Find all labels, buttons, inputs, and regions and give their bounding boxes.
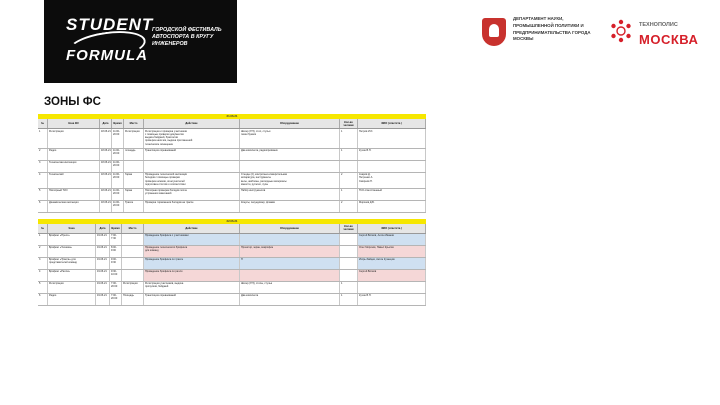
place-cell: Площадь [122, 294, 144, 305]
equipment-cell-line: Шатер (3*3), столы, стулья [241, 282, 273, 286]
action-cell [144, 189, 240, 200]
responsible-cell-line: Петренко А. [359, 176, 373, 180]
count-cell: 1 [340, 149, 358, 160]
action-cell [144, 173, 240, 188]
equipment-cell-line: Конусы, секундомер, флажки [241, 201, 276, 205]
equipment-cell [240, 282, 340, 293]
row-number: 5 [38, 189, 48, 200]
responsible-cell [358, 173, 426, 188]
time-cell: 9:30-10:00 [110, 270, 122, 281]
date-cell: 19.06.21 [96, 282, 110, 293]
technopolis-label: ТЕХНОПОЛИС [639, 22, 678, 28]
action-cell [144, 129, 240, 148]
action-cell [144, 201, 240, 212]
row-number: 5 [38, 282, 48, 293]
date-cell: 19.06.21 [96, 270, 110, 281]
logo-student: STUDENT [66, 15, 154, 34]
action-cell-line: техническое оснащение [145, 142, 174, 146]
date-cell: 18.06.21 [100, 201, 112, 212]
action-cell [144, 161, 240, 172]
time-cell: 7:00-20:00 [110, 294, 122, 305]
moscow-label: МОСКВА [639, 32, 699, 47]
responsible-cell: ТКО ответственный [358, 189, 426, 200]
column-header: Кол-во человек [340, 224, 358, 233]
zone-cell: Повторный ТКО [48, 189, 100, 200]
column-header: Оборудование [240, 119, 340, 128]
zone-cell: Технический [48, 173, 100, 188]
time-cell: 7:00-20:00 [110, 282, 122, 293]
zone-cell: Брифинг «Пресс» [48, 234, 96, 245]
table-row [38, 294, 426, 306]
section2-body [38, 234, 426, 306]
action-cell-line: Проверка торможения болидов на трассе [145, 201, 194, 205]
section2-title: 22.06.21 [38, 219, 426, 224]
zone-cell: Брифинг «Ралли» [48, 270, 96, 281]
action-cell-line: Проведение брифинга с участниками [145, 234, 189, 238]
count-cell: 2 [340, 173, 358, 188]
equipment-cell-line: Проектор, экран, микрофон [241, 246, 274, 250]
responsible-cell: Игорь Зайцев, Антон Кузнецов [358, 258, 426, 269]
time-cell: 11:00-20:00 [112, 201, 124, 212]
row-number: 1 [38, 129, 48, 148]
time-cell: 11:00-20:00 [112, 161, 124, 172]
equipment-cell [240, 201, 340, 212]
place-cell: Регистрация [124, 129, 144, 148]
responsible-cell: Сергей Волков [358, 270, 426, 281]
date-cell: 18.06.21 [100, 149, 112, 160]
responsible-cell: Кучин В.Н. [358, 294, 426, 305]
equipment-cell-line: Два комплекта, радиоприёмник [241, 149, 278, 152]
section1-header-row [38, 119, 426, 129]
action-cell [144, 294, 240, 305]
date-cell: 19.06.21 [96, 234, 110, 245]
column-header: Зона ФС [48, 119, 100, 128]
action-cell-line: Трансляция соревнований [145, 294, 176, 298]
equipment-cell [240, 270, 340, 281]
time-cell: 7:00-7:30 [110, 234, 122, 245]
time-cell: 11:00-20:00 [112, 149, 124, 160]
count-cell [340, 234, 358, 245]
zone-cell: Техническая инспекция [48, 161, 100, 172]
row-number: 6 [38, 294, 48, 305]
technopolis-star-icon [608, 18, 634, 44]
column-header: Оборудование [240, 224, 340, 233]
column-header: Время [112, 119, 124, 128]
column-header: Зона [48, 224, 96, 233]
place-cell [122, 258, 144, 269]
action-cell-line: Регистрация и проверка участников [145, 129, 187, 133]
time-cell: 11:00-20:00 [112, 173, 124, 188]
moscow-shield-icon [482, 18, 506, 46]
row-number: 4 [38, 270, 48, 281]
technopolis-logo [608, 18, 698, 52]
equipment-cell-line: весы, шаблоны, расходные материалы [241, 179, 287, 183]
table-row [38, 258, 426, 270]
count-cell: 2 [340, 201, 358, 212]
table-row [38, 173, 426, 189]
place-cell [122, 270, 144, 281]
section1-title: 21.06.21 [38, 114, 426, 119]
equipment-cell-line: Стенды (2), контрольно-измерительная [241, 173, 287, 176]
place-cell [122, 234, 144, 245]
table-row [38, 234, 426, 246]
equipment-cell [240, 129, 340, 148]
equipment-cell [240, 234, 340, 245]
action-cell-line: выдача бейджей, браслетов [145, 136, 178, 140]
time-cell: 11:00-20:00 [112, 129, 124, 148]
column-header: Место [124, 119, 144, 128]
action-cell-line: устранения замечаний [145, 192, 172, 196]
equipment-cell [240, 294, 340, 305]
table-row [38, 246, 426, 258]
table-row [38, 201, 426, 213]
logo-formula: FORMULA [66, 47, 148, 64]
table-row [38, 270, 426, 282]
date-cell: 18.06.21 [100, 173, 112, 188]
place-cell [122, 246, 144, 257]
responsible-cell [358, 282, 426, 293]
equipment-cell-line: Шатер (3*3), стол, стулья [241, 129, 271, 133]
row-number: 2 [38, 149, 48, 160]
table-row [38, 161, 426, 173]
row-number: 4 [38, 173, 48, 188]
section2-header-row [38, 224, 426, 234]
action-cell [144, 258, 240, 269]
event-banner [44, 0, 237, 83]
count-cell: 1 [340, 189, 358, 200]
time-cell: 8:00-9:00 [110, 246, 122, 257]
place-cell: Регистрация [122, 282, 144, 293]
column-header: Время [110, 224, 122, 233]
action-cell-line: Проведение технической инспекции [145, 173, 188, 176]
responsible-cell: Морозов Д.В. [358, 201, 426, 212]
zone-cell: Регистрация [48, 282, 96, 293]
equipment-cell-line: аппаратура, инструменты [241, 176, 271, 180]
zone-cell: Брифинг «Техника» [48, 246, 96, 257]
responsible-cell: Сергей Волков, Антон Иванов [358, 234, 426, 245]
equipment-cell-line: ёмкости, рулетки, лупы [241, 182, 269, 186]
action-cell-line: пропусков, бейджей [145, 285, 169, 289]
zone-cell: Радио [48, 294, 96, 305]
zone-cell: Брифинг «Трасса» для представителей команд [48, 258, 96, 269]
column-header: Дата [96, 224, 110, 233]
row-number: 2 [38, 246, 48, 257]
table-row [38, 189, 426, 201]
column-header: Действие [144, 224, 240, 233]
table-row [38, 129, 426, 149]
column-header: Дата [100, 119, 112, 128]
responsible-cell: Олег Морозов, Павел Крылов [358, 246, 426, 257]
responsible-cell-line: Азаров Д. [359, 173, 371, 176]
count-cell: 1 [340, 129, 358, 148]
action-cell-line: проверка наличия, выдача приглашений [145, 139, 193, 143]
table-row [38, 282, 426, 294]
place-cell: Гараж [124, 189, 144, 200]
date-cell: 19.06.21 [96, 258, 110, 269]
action-cell-line: Регистрация участников, выдача [145, 282, 184, 286]
responsible-cell: Кучин В.Н. [358, 149, 426, 160]
place-cell: площадь [124, 149, 144, 160]
date-cell: 18.06.21 [100, 129, 112, 148]
equipment-cell [240, 149, 340, 160]
action-cell-line: для команд [145, 249, 159, 253]
column-header: Кол-во человек [340, 119, 358, 128]
equipment-cell [240, 258, 340, 269]
count-cell [340, 270, 358, 281]
equipment-cell-line: Н [241, 258, 243, 262]
count-cell: 1 [340, 282, 358, 293]
zone-cell: Радио [48, 149, 100, 160]
equipment-cell-line: Два комплекта [241, 294, 259, 298]
responsible-cell: Петров И.И. [358, 129, 426, 148]
table-row [38, 149, 426, 161]
section1-body [38, 129, 426, 213]
equipment-cell [240, 246, 340, 257]
equipment-cell [240, 189, 340, 200]
place-cell: Трасса [124, 201, 144, 212]
date-cell: 18.06.21 [100, 189, 112, 200]
equipment-cell [240, 173, 340, 188]
place-cell [124, 161, 144, 172]
time-cell: 9:00-9:30 [110, 258, 122, 269]
action-cell-line: проверка шлемов, огнетушителей [145, 179, 185, 183]
festival-text: ГОРОДСКОЙ ФЕСТИВАЛЬ АВТОСПОРТА В КРУГУ ИНЖЕНЕРОВ [152, 27, 222, 47]
action-cell [144, 246, 240, 257]
action-cell-line: Проведение брифинга по трассе [145, 258, 184, 262]
action-cell-line: с помощью проверки документов [145, 132, 184, 136]
row-number: 1 [38, 234, 48, 245]
count-cell: 1 [340, 294, 358, 305]
column-header: ФИО (ответств.) [358, 119, 426, 128]
action-cell [144, 270, 240, 281]
action-cell-line: Проведение брифинга по ралли [145, 270, 183, 274]
count-cell [340, 161, 358, 172]
equipment-cell [240, 161, 340, 172]
department-logo [482, 16, 592, 50]
action-cell [144, 282, 240, 293]
count-cell [340, 246, 358, 257]
action-cell-line: Трансляция соревнований [145, 149, 176, 152]
action-cell [144, 234, 240, 245]
equipment-cell-line: пачки бумаги [241, 132, 257, 136]
action-cell-line: Повторная проверка болидов после [145, 189, 187, 193]
action-cell-line: подготовка отчётов о соответствии [145, 182, 186, 186]
date-cell: 18.06.21 [100, 161, 112, 172]
column-header: ФИО (ответств.) [358, 224, 426, 233]
column-header: № [38, 224, 48, 233]
column-header: № [38, 119, 48, 128]
column-header: Место [122, 224, 144, 233]
responsible-cell-line: Смирнов Н. [359, 179, 373, 183]
schedule-spreadsheet [38, 114, 426, 306]
action-cell-line: Проведение технического брифинга [145, 246, 188, 250]
date-cell: 19.06.21 [96, 246, 110, 257]
time-cell: 11:00-20:00 [112, 189, 124, 200]
place-cell: Гараж [124, 173, 144, 188]
department-text: ДЕПАРТАМЕНТ НАУКИ, ПРОМЫШЛЕННОЙ ПОЛИТИКИ И ПРЕДПРИНИМАТЕЛЬСТВА ГОРОДА МОСКВЫ [513, 16, 591, 42]
action-cell [144, 149, 240, 160]
row-number: 3 [38, 258, 48, 269]
equipment-cell-line: Набор инструментов [241, 189, 266, 193]
page-title: ЗОНЫ ФС [44, 96, 101, 108]
zone-cell: Динамическая инспекция [48, 201, 100, 212]
row-number: 6 [38, 201, 48, 212]
date-cell: 19.06.21 [96, 294, 110, 305]
responsible-cell [358, 161, 426, 172]
action-cell-line: болидов с помощью проверки [145, 176, 180, 180]
zone-cell: Регистрация [48, 129, 100, 148]
column-header: Действие [144, 119, 240, 128]
count-cell [340, 258, 358, 269]
row-number: 3 [38, 161, 48, 172]
